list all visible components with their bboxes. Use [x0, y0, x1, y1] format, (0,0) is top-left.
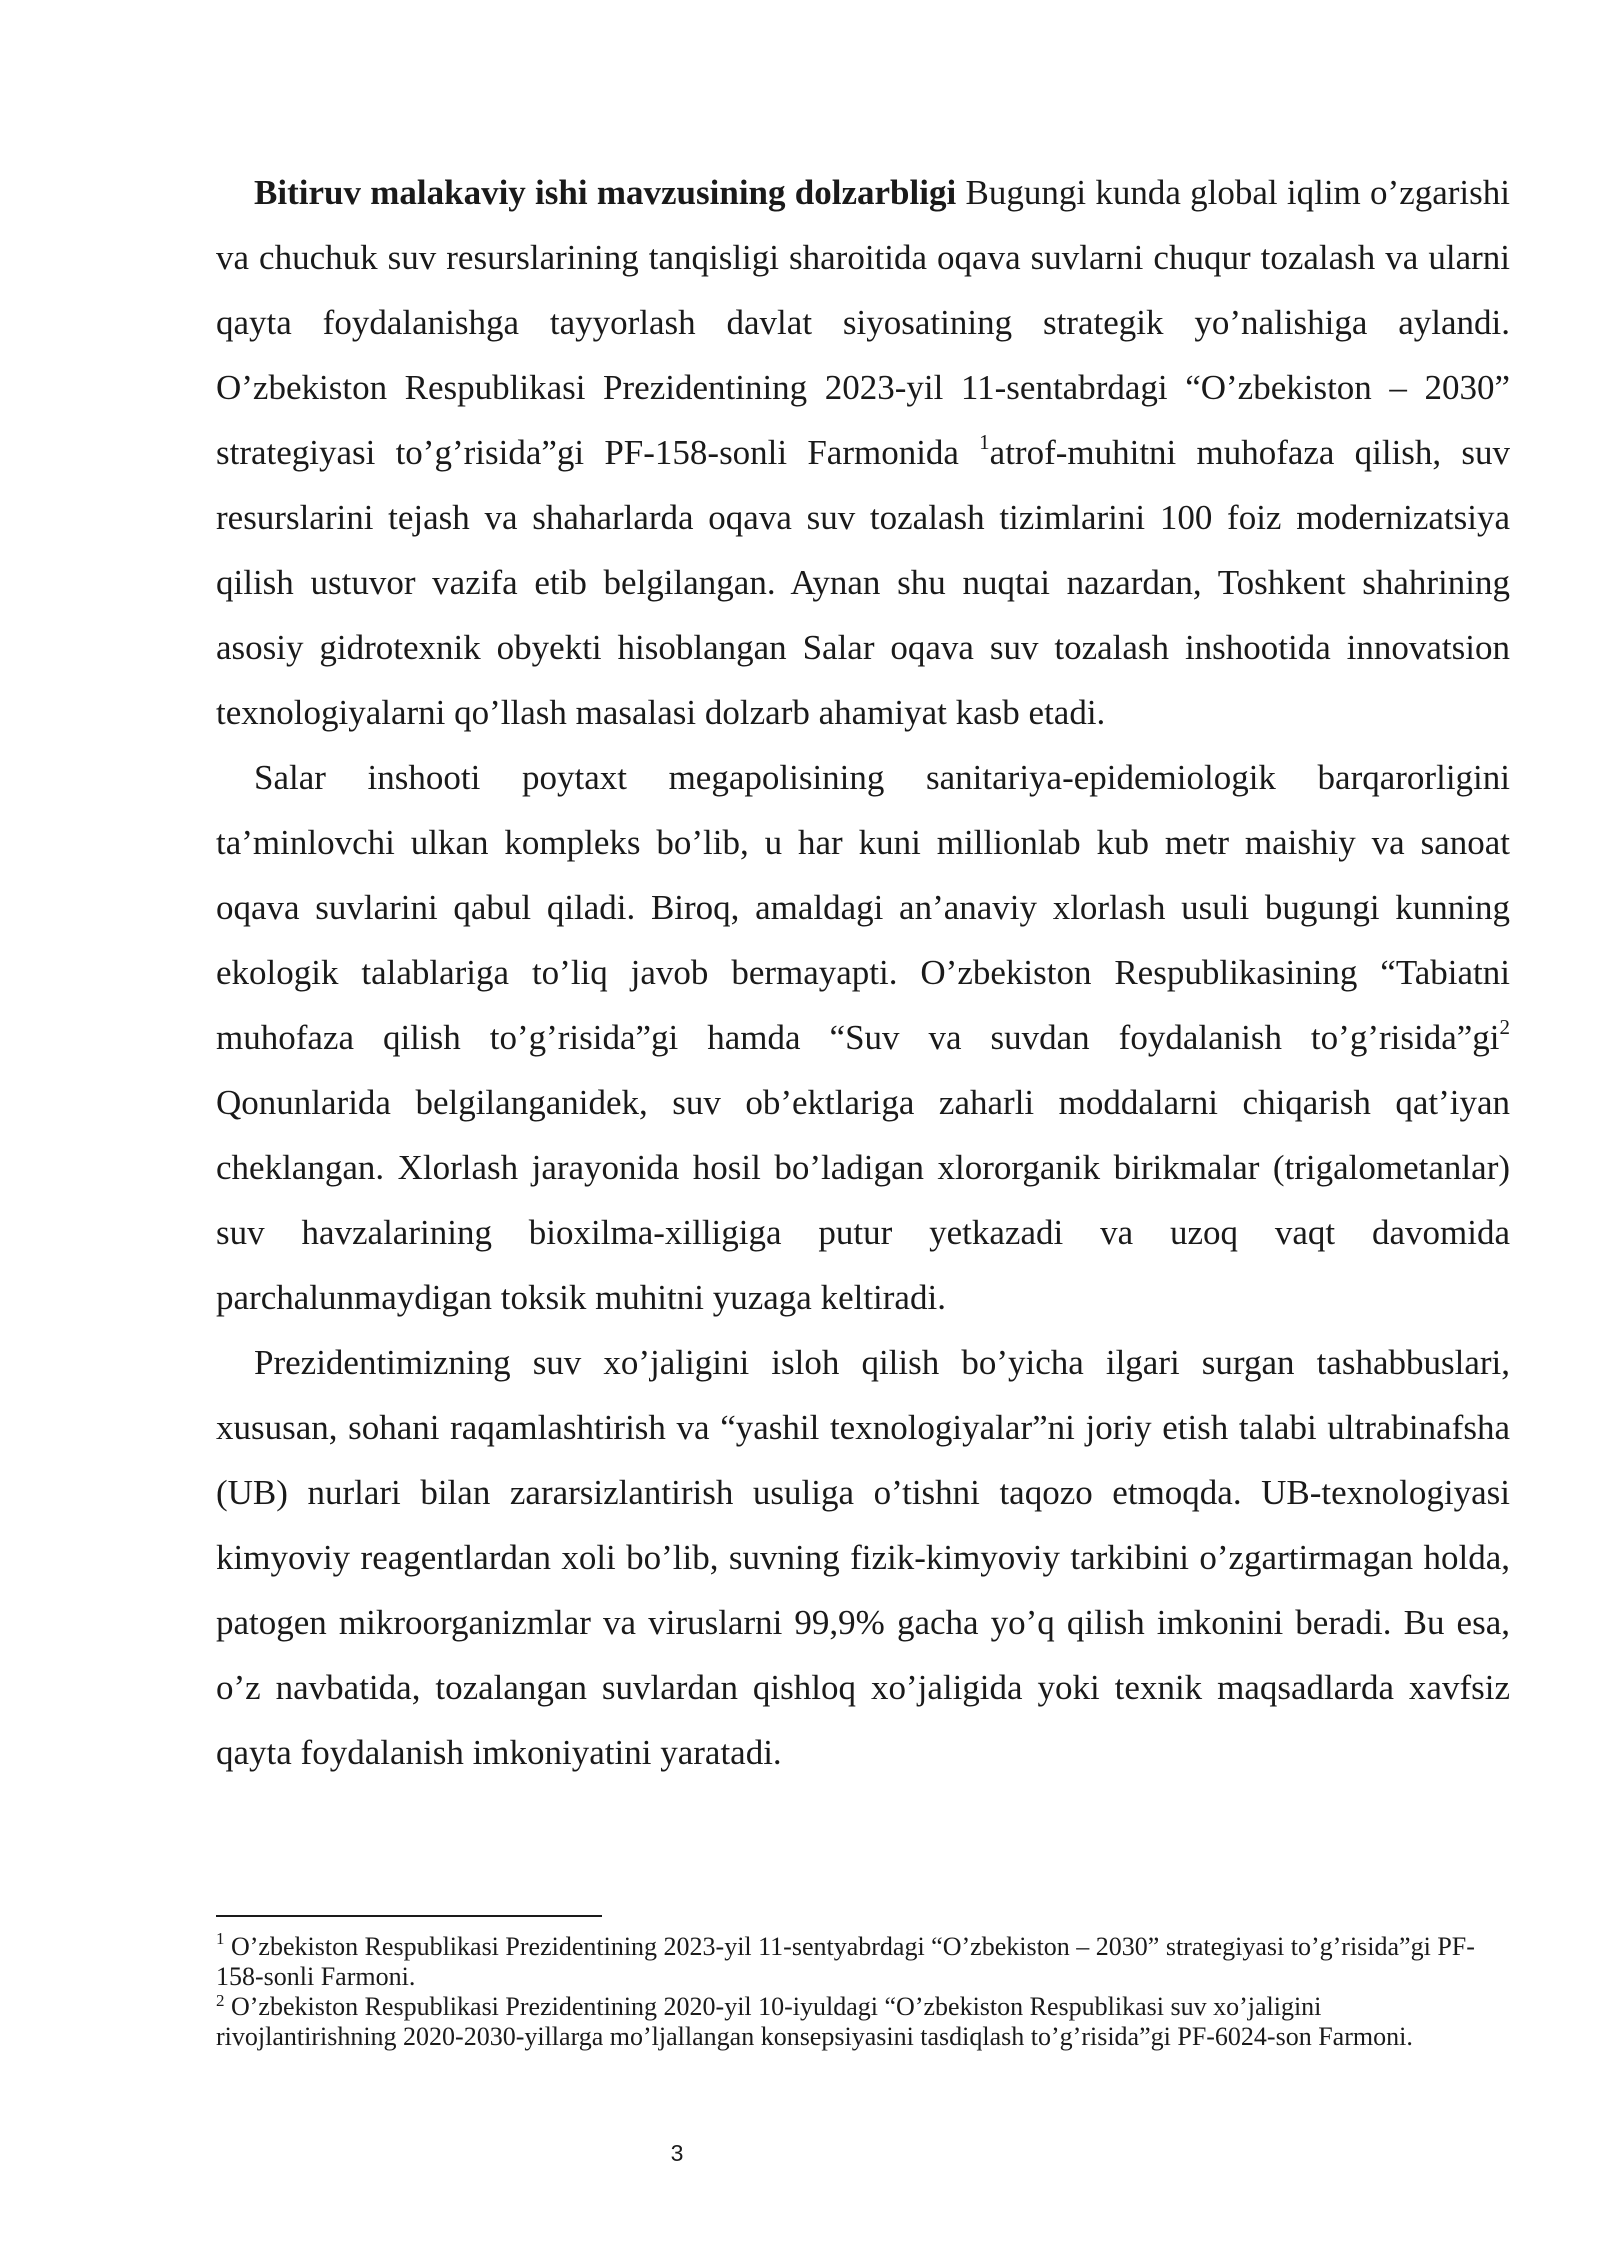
footnote-item — [216, 1992, 1496, 2052]
section-heading: Bitiruv malakaviy ishi mavzusining dolzarbligi — [254, 173, 957, 212]
paragraph-text: atrof-muhitni muhofaza qilish, suv resurslarini tejash va shaharlarda oqava suv tozalash tizimlarini 100 foiz modernizatsiya qilish ustuvor vazifa etib belgilangan. Aynan shu nuqtai nazardan, Toshkent shahrining asosiy gidrotexnik obyekti hisoblangan Salar oqava suv tozalash inshootida innovatsion texnologiyalarni qo’llash masalasi dolzarb ahamiyat kasb etadi. — [216, 433, 1510, 732]
page-number: 3 — [670, 2140, 684, 2166]
footnote-mark: 2 — [216, 1991, 225, 2010]
paragraph-text: Salar inshooti poytaxt megapolisining sanitariya-epidemiologik barqarorligini ta’minlovchi ulkan kompleks bo’lib, u har kuni millionlab kub metr maishiy va sanoat oqava suvlarini qabul qiladi. Biroq, amaldagi an’anaviy xlorlash usuli bugungi kunning ekologik talablariga to’liq javob bermayapti. O’zbekiston Respublikasining “Tabiatni muhofaza qilish to’g’risida”gi hamda “Suv va suvdan foydalanish to’g’risida”gi — [216, 758, 1510, 1057]
paragraph-salar — [216, 745, 1510, 1330]
paragraph-uv-technology — [216, 1330, 1510, 1785]
footnotes — [216, 1929, 1496, 2052]
paragraph-text: Qonunlarida belgilanganidek, suv ob’ektlariga zaharli moddalarni chiqarish qat’iyan cheklangan. Xlorlash jarayonida hosil bo’ladigan xlororganik birikmalar (trigalometanlar) suv havzalarining bioxilma-xilligiga putur yetkazadi va uzoq vaqt davomida parchalunmaydigan toksik muhitni yuzaga keltiradi. — [216, 1083, 1510, 1317]
paragraph-text: Prezidentimizning suv xo’jaligini isloh qilish bo’yicha ilgari surgan tashabbuslari, xususan, sohani raqamlashtirish va “yashil texnologiyalar”ni joriy etish talabi ultrabinafsha (UB) nurlari bilan zararsizlantirish usuliga o’tishni taqozo etmoqda. UB-texnologiyasi kimyoviy reagentlardan xoli bo’lib, suvning fizik-kimyoviy tarkibini o’zgartirmagan holda, patogen mikroorganizmlar va viruslarni 99,9% gacha yo’q qilish imkonini beradi. Bu esa, o’z navbatida, tozalangan suvlardan qishloq xo’jaligida yoki texnik maqsadlarda xavfsiz qayta foydalanish imkoniyatini yaratadi. — [216, 1343, 1510, 1772]
footnote-item — [216, 1929, 1496, 1992]
footnote-text: O’zbekiston Respublikasi Prezidentining 2023-yil 11-sentyabrdagi “O’zbekiston – 2030” strategiyasi to’g’risida”gi PF-158-sonli Farmoni. — [216, 1932, 1475, 1991]
footnote-reference[interactable]: 2 — [1499, 1015, 1510, 1039]
footnote-text: O’zbekiston Respublikasi Prezidentining 2020-yil 10-iyuldagi “O’zbekiston Respublikasi suv xo’jaligini rivojlantirishning 2020-2030-yillarga mo’ljallangan konsepsiyasini tasdiqlash to’g’risida”gi PF-6024-son Farmoni. — [216, 1992, 1413, 2051]
document-body — [216, 160, 1510, 1785]
paragraph-relevance — [216, 160, 1510, 745]
paragraph-text: Bugungi kunda global iqlim o’zgarishi va chuchuk suv resurslarining tanqisligi sharoitida oqava suvlarni chuqur tozalash va ularni qayta foydalanishga tayyorlash davlat siyosatining strategik yo’nalishiga aylandi. O’zbekiston Respublikasi Prezidentining 2023-yil 11-sentabrdagi “O’zbekiston – 2030” strategiyasi to’g’risida”gi PF-158-sonli Farmonida — [216, 173, 1510, 472]
footnote-mark: 1 — [216, 1929, 225, 1948]
footnote-reference[interactable]: 1 — [979, 430, 990, 454]
footnote-separator — [216, 1915, 602, 1917]
